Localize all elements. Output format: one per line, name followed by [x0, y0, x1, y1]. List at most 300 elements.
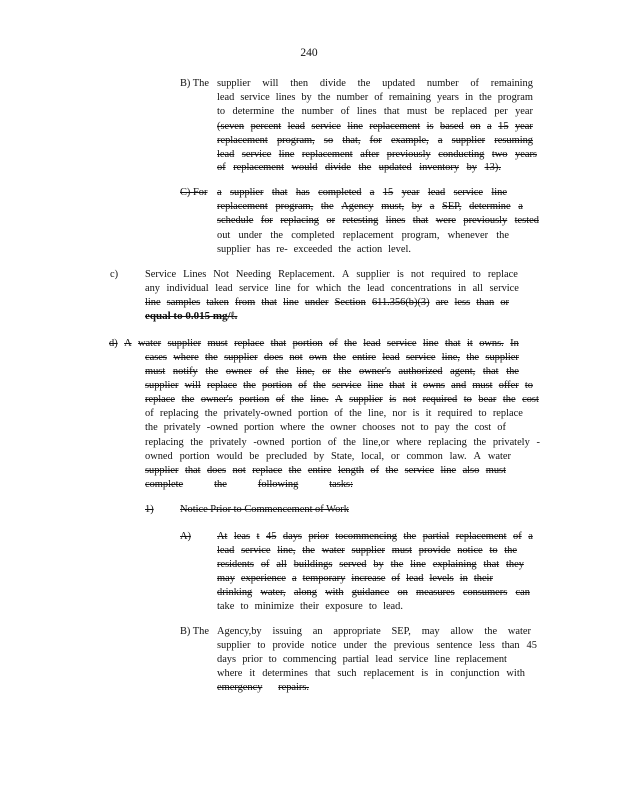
word: portion [292, 338, 323, 349]
word: it [425, 408, 432, 419]
section-c-line [145, 296, 509, 309]
word: to [257, 640, 266, 651]
word: required [431, 269, 466, 280]
word: also [462, 465, 480, 476]
word: bear [478, 394, 497, 405]
word: is [426, 121, 434, 132]
word: increase [351, 573, 386, 584]
word: portion [297, 408, 328, 419]
word: it [466, 338, 473, 349]
word: cases [145, 352, 167, 363]
word: lines [275, 92, 296, 103]
word: replacing [145, 437, 184, 448]
word: service [241, 545, 271, 556]
word: line. [310, 394, 329, 405]
word: two [491, 149, 508, 160]
word: the [357, 78, 371, 89]
word: the [270, 230, 284, 241]
word: a [369, 187, 375, 198]
word: the [204, 408, 218, 419]
word: under [343, 640, 368, 651]
word: that [389, 380, 405, 391]
word: service [398, 654, 429, 665]
word: cost [522, 394, 539, 405]
word: number [336, 92, 369, 103]
para-b1-line [217, 134, 533, 147]
word: supplier [167, 338, 202, 349]
word: with [325, 587, 344, 598]
para-a-line [217, 544, 517, 557]
para-c1-line [217, 214, 539, 227]
word: Service [145, 269, 177, 280]
word: the [466, 352, 480, 363]
word: portion [243, 422, 274, 433]
word: than [476, 297, 495, 308]
word: - [536, 437, 540, 448]
word: must [472, 380, 493, 391]
word: does [206, 465, 227, 476]
word: line [410, 559, 426, 570]
word: previously [463, 215, 508, 226]
para-b1-label: B) The [180, 78, 209, 89]
word: where [217, 668, 243, 679]
word: the [281, 106, 295, 117]
word: be [434, 106, 445, 117]
word: lead [363, 338, 381, 349]
word: the [214, 479, 227, 490]
word: the [205, 352, 218, 363]
word: any [145, 283, 161, 294]
para-b1-line [217, 148, 537, 161]
word: water [487, 451, 511, 462]
word: that [383, 106, 400, 117]
word: the [302, 545, 315, 556]
word: that [271, 187, 288, 198]
word: than [501, 640, 520, 651]
word: for [297, 283, 310, 294]
word: service [404, 465, 435, 476]
word: that [314, 668, 331, 679]
word: of [260, 559, 270, 570]
word: by [313, 451, 325, 462]
word: or [322, 366, 331, 377]
word: emergency [217, 682, 263, 693]
word: supplier [356, 269, 390, 280]
item-1-heading: Notice Prior to Commencement of Work [180, 504, 349, 515]
word: schedule [217, 215, 254, 226]
word: owner [225, 366, 252, 377]
section-d-line [145, 379, 533, 392]
word: to [478, 408, 487, 419]
word: would [291, 162, 318, 173]
word: level. [388, 244, 411, 255]
word: that [184, 465, 201, 476]
word: re- [276, 244, 288, 255]
word: exceeded [293, 244, 333, 255]
word: SEP, [391, 626, 411, 637]
word: entire [307, 465, 332, 476]
section-d-line [145, 407, 523, 420]
word: lead [287, 121, 305, 132]
word: issuing [272, 626, 302, 637]
word: line [145, 297, 161, 308]
word: levels [429, 573, 454, 584]
word: not [232, 465, 246, 476]
word: remaining [388, 92, 431, 103]
word: were [435, 215, 456, 226]
word: completed [318, 187, 362, 198]
word: concentrations [390, 283, 452, 294]
word: to [463, 394, 472, 405]
word: where [280, 422, 306, 433]
word: out [217, 230, 231, 241]
word: replaced [451, 106, 487, 117]
word: owned [145, 451, 173, 462]
word: entire [352, 352, 376, 363]
word: that [261, 297, 277, 308]
word: from [235, 297, 256, 308]
word: A [335, 394, 343, 405]
para-c1-label: C) For [180, 187, 208, 198]
word: pay [434, 422, 450, 433]
word: of [334, 408, 343, 419]
item-1-label: 1) [145, 504, 154, 515]
word: for [369, 135, 382, 146]
para-b2-line [217, 625, 531, 638]
word: of [145, 408, 154, 419]
word: replacement [342, 230, 394, 241]
word: replace [487, 269, 518, 280]
word: lead [217, 545, 235, 556]
word: owner's [200, 394, 233, 405]
word: water [138, 338, 162, 349]
word: guidance [351, 587, 390, 598]
word: lead [215, 283, 233, 294]
word: resuming [494, 135, 533, 146]
word: service [239, 283, 269, 294]
word: not [401, 422, 415, 433]
word: the [275, 366, 289, 377]
word: offer [498, 380, 519, 391]
word: it [411, 380, 417, 391]
word: -owned [253, 437, 285, 448]
word: a [437, 135, 443, 146]
word: the [317, 92, 331, 103]
word: in [457, 283, 467, 294]
word: that [483, 559, 500, 570]
word: inventory [419, 162, 460, 173]
word: the [343, 437, 356, 448]
word: replace [492, 408, 523, 419]
word: will [184, 380, 201, 391]
word: privately-owned [223, 408, 292, 419]
word: residents [217, 559, 254, 570]
word: line,or [362, 437, 390, 448]
word: percent [250, 121, 282, 132]
word: not [289, 352, 303, 363]
word: of [391, 573, 401, 584]
word: of [329, 338, 338, 349]
word: to [489, 545, 498, 556]
word: in [459, 573, 468, 584]
para-b1-line [217, 120, 533, 133]
word: in [464, 92, 474, 103]
word: lead [375, 654, 393, 665]
word: the [390, 559, 404, 570]
word: the [502, 394, 516, 405]
word: that [412, 215, 429, 226]
word: of [259, 366, 269, 377]
para-a-label: A) [180, 531, 191, 542]
word: taken [206, 297, 229, 308]
word: leas [233, 531, 251, 542]
word: supplier [145, 380, 179, 391]
word: a [217, 187, 222, 198]
word: State, [331, 451, 355, 462]
word: 45 [526, 640, 537, 651]
word: by [373, 559, 384, 570]
para-b1-line [217, 91, 533, 104]
word: line [347, 121, 363, 132]
word: less [479, 640, 495, 651]
word: of [327, 437, 337, 448]
word: the [338, 244, 351, 255]
word: that [482, 366, 499, 377]
word: length [337, 465, 364, 476]
para-b2-line [217, 653, 507, 666]
word: by [466, 162, 477, 173]
word: drinking [217, 587, 253, 598]
word: to [472, 269, 481, 280]
word: replace [145, 394, 175, 405]
para-a-line [217, 530, 533, 543]
word: be [249, 451, 260, 462]
word: is [412, 408, 420, 419]
word: the [311, 422, 325, 433]
word: program [497, 92, 533, 103]
word: water [321, 545, 345, 556]
word: that [444, 338, 461, 349]
word: and [451, 380, 467, 391]
word: agent, [450, 366, 476, 377]
para-c1-line [217, 186, 507, 199]
word: or [390, 451, 400, 462]
para-b2-line [217, 667, 525, 680]
word: the [243, 380, 256, 391]
word: replacing [159, 408, 199, 419]
word: supplier [230, 187, 264, 198]
word: a [518, 201, 523, 212]
word: of [217, 162, 226, 173]
word: after [360, 149, 380, 160]
word: is [389, 394, 397, 405]
para-a-line [217, 558, 524, 571]
word: number [301, 106, 334, 117]
word: Agency,by [217, 626, 262, 637]
word: under [238, 230, 263, 241]
word: a [528, 531, 533, 542]
word: the [145, 422, 158, 433]
word: or [326, 215, 336, 226]
word: line, [441, 352, 460, 363]
word: service [331, 380, 362, 391]
word: common [406, 451, 443, 462]
word: a [429, 201, 435, 212]
word: by [301, 92, 312, 103]
word: samples [166, 297, 201, 308]
word: lead [382, 352, 400, 363]
section-d-line [145, 464, 506, 477]
word: the [506, 366, 519, 377]
word: the [403, 531, 417, 542]
word: on [470, 121, 481, 132]
para-b1-line [217, 161, 501, 174]
word: year [515, 106, 533, 117]
word: line, [277, 545, 296, 556]
word: measures [416, 587, 455, 598]
word: owns [423, 380, 445, 391]
word: such [337, 668, 357, 679]
word: determine [469, 201, 511, 212]
word: individual [166, 283, 209, 294]
word: lead [427, 187, 446, 198]
word: lead [217, 92, 235, 103]
word: service [240, 92, 270, 103]
word: consumers [462, 587, 508, 598]
word: owns. [479, 338, 504, 349]
word: provide [418, 545, 451, 556]
section-d-line [145, 450, 511, 463]
word: then [290, 78, 309, 89]
word: following [257, 479, 299, 490]
word: line, [368, 408, 387, 419]
word: must [485, 465, 506, 476]
word: notice [457, 545, 483, 556]
word: years [515, 149, 537, 160]
word: privately [492, 437, 530, 448]
word: has [256, 244, 271, 255]
word: portion [262, 380, 293, 391]
word: the [205, 366, 219, 377]
word: of [340, 106, 350, 117]
word: partial [422, 531, 450, 542]
word: supplier [217, 640, 251, 651]
word: may [217, 573, 235, 584]
word: remaining [490, 78, 533, 89]
word: lines [385, 215, 406, 226]
word: served [339, 559, 367, 570]
word: chooses [362, 422, 396, 433]
word: they [506, 559, 524, 570]
word: their [473, 573, 493, 584]
word: to [268, 654, 277, 665]
word: determines [262, 668, 308, 679]
word: Section [334, 297, 366, 308]
word: line [367, 380, 384, 391]
word: their [300, 601, 320, 612]
word: whenever [447, 230, 489, 241]
word: minimize [254, 601, 294, 612]
word: Replacement. [278, 269, 335, 280]
word: program, [276, 135, 315, 146]
word: complete [145, 479, 184, 490]
word: temporary [302, 573, 346, 584]
word: exposure [325, 601, 363, 612]
word: the [374, 640, 387, 651]
word: portion [179, 451, 210, 462]
word: example, [390, 135, 429, 146]
word: of [298, 380, 307, 391]
word: A [341, 269, 350, 280]
section-d-line [145, 351, 519, 364]
word: the [313, 380, 326, 391]
word: portion [239, 394, 270, 405]
word: service [406, 352, 436, 363]
word: sentence [436, 640, 473, 651]
section-d-line [109, 337, 519, 350]
word: the [479, 92, 492, 103]
word: -owned [206, 422, 238, 433]
word: supplier [349, 394, 383, 405]
word: water, [260, 587, 286, 598]
word: days [217, 654, 237, 665]
word: line [422, 338, 439, 349]
word: partial [342, 654, 370, 665]
word: service [241, 149, 272, 160]
word: may [421, 626, 440, 637]
word: supplier [351, 545, 386, 556]
word: portion [291, 437, 322, 448]
word: per [494, 106, 508, 117]
word: supplier [217, 244, 251, 255]
word: replacement [369, 121, 421, 132]
word: has [295, 187, 310, 198]
word: experience [240, 573, 286, 584]
para-c1-line [217, 200, 523, 213]
section-d-line [145, 478, 353, 491]
word: appropriate [333, 626, 381, 637]
word: will [262, 78, 279, 89]
word: supplier [485, 352, 519, 363]
word: the [190, 437, 204, 448]
word: of [513, 531, 522, 542]
word: take [217, 601, 235, 612]
word: of [374, 92, 383, 103]
para-a-line [217, 586, 530, 599]
section-c-line: equal to 0.015 mg/ℓ. [145, 310, 238, 322]
word: law. [449, 451, 467, 462]
word: lead. [383, 601, 403, 612]
word: repairs. [278, 682, 309, 693]
word: replacing [280, 215, 319, 226]
word: lines [356, 106, 377, 117]
page-number: 240 [300, 47, 318, 59]
word: an [312, 626, 323, 637]
word: all [472, 283, 483, 294]
word: divide [319, 78, 346, 89]
section-d-line [145, 421, 506, 434]
word: not [410, 269, 425, 280]
word: year [514, 121, 533, 132]
word: Lines [183, 269, 207, 280]
para-a-line [217, 572, 493, 585]
word: replace [234, 338, 265, 349]
word: conjunction [450, 668, 500, 679]
word: the [333, 352, 346, 363]
word: tocommencing [335, 531, 397, 542]
word: of [470, 78, 480, 89]
word: line [434, 654, 450, 665]
